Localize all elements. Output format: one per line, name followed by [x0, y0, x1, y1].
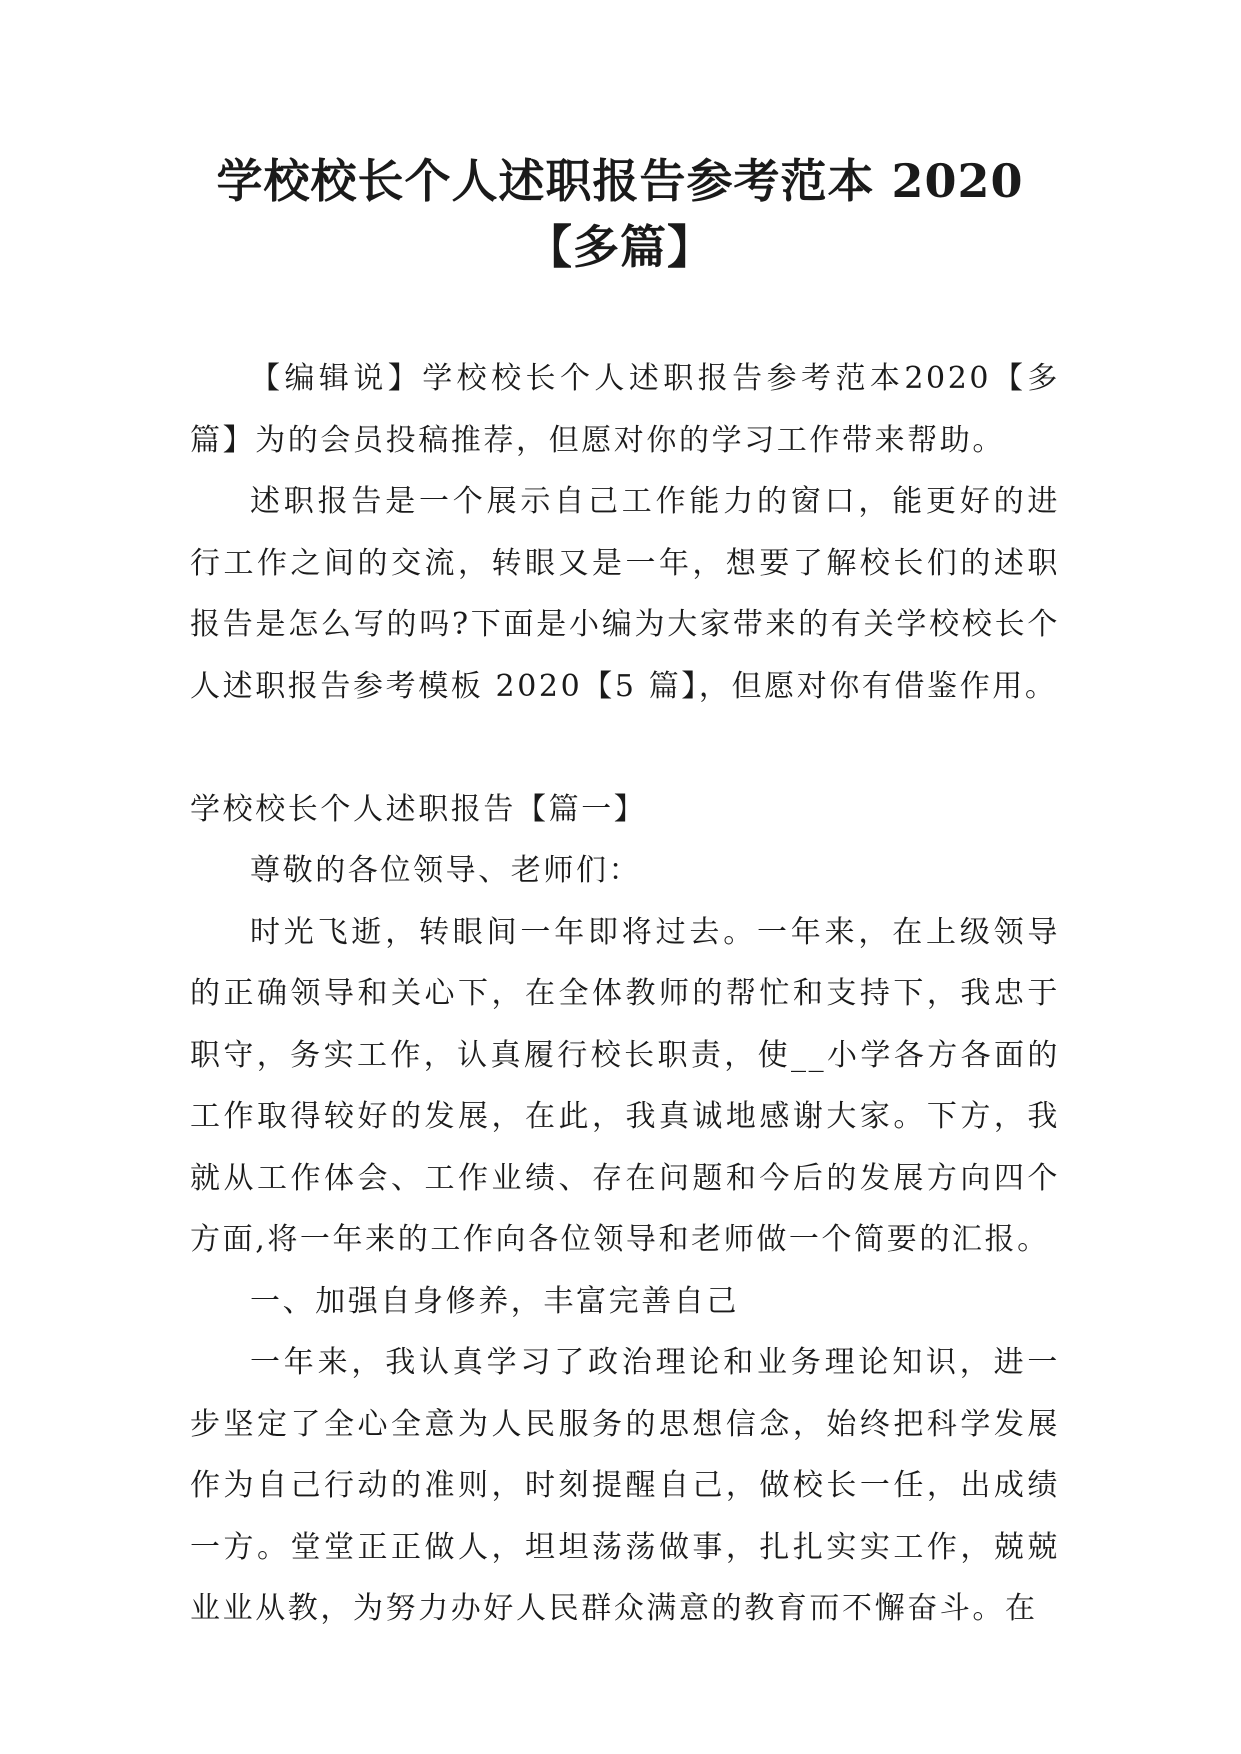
body-paragraph: 一年来，我认真学习了政治理论和业务理论知识，进一步坚定了全心全意为人民服务的思想信念，始终把科学发展作为自己行动的准则，时刻提醒自己，做校长一任，出成绩一方。堂堂正正做人，坦坦荡荡做事，扎扎实实工作，兢兢业业从教，为努力办好人民群众满意的教育而不懈奋斗。在: [190, 1345, 1060, 1626]
intro-paragraph: 述职报告是一个展示自己工作能力的窗口，能更好的进行工作之间的交流，转眼又是一年，想要了解校长们的述职报告是怎么写的吗?下面是小编为大家带来的有关学校校长个人述职报告参考模板 2020【5 篇】，但愿对你有借鉴作用。: [190, 484, 1060, 704]
body-paragraph: 时光飞逝，转眼间一年即将过去。一年来，在上级领导的正确领导和关心下，在全体教师的帮忙和支持下，我忠于职守，务实工作，认真履行校长职责，使__小学各方各面的工作取得较好的发展，在此，我真诚地感谢大家。下方，我就从工作体会、工作业绩、存在问题和今后的发展方向四个方面,将一年来的工作向各位领导和老师做一个简要的汇报。: [190, 914, 1060, 1257]
intro-paragraph: 【编辑说】学校校长个人述职报告参考范本2020【多篇】为的会员投稿推荐，但愿对你的学习工作带来帮助。: [190, 361, 1060, 458]
salutation: 尊敬的各位领导、老师们：: [250, 853, 642, 888]
subheading: 一、加强自身修养，丰富完善自己: [250, 1283, 739, 1319]
section-heading: 学校校长个人述职报告【篇一】: [190, 791, 647, 827]
document-title: 学校校长个人述职报告参考范本 2020【多篇】: [216, 154, 1024, 274]
document-body: [190, 348, 1060, 1640]
